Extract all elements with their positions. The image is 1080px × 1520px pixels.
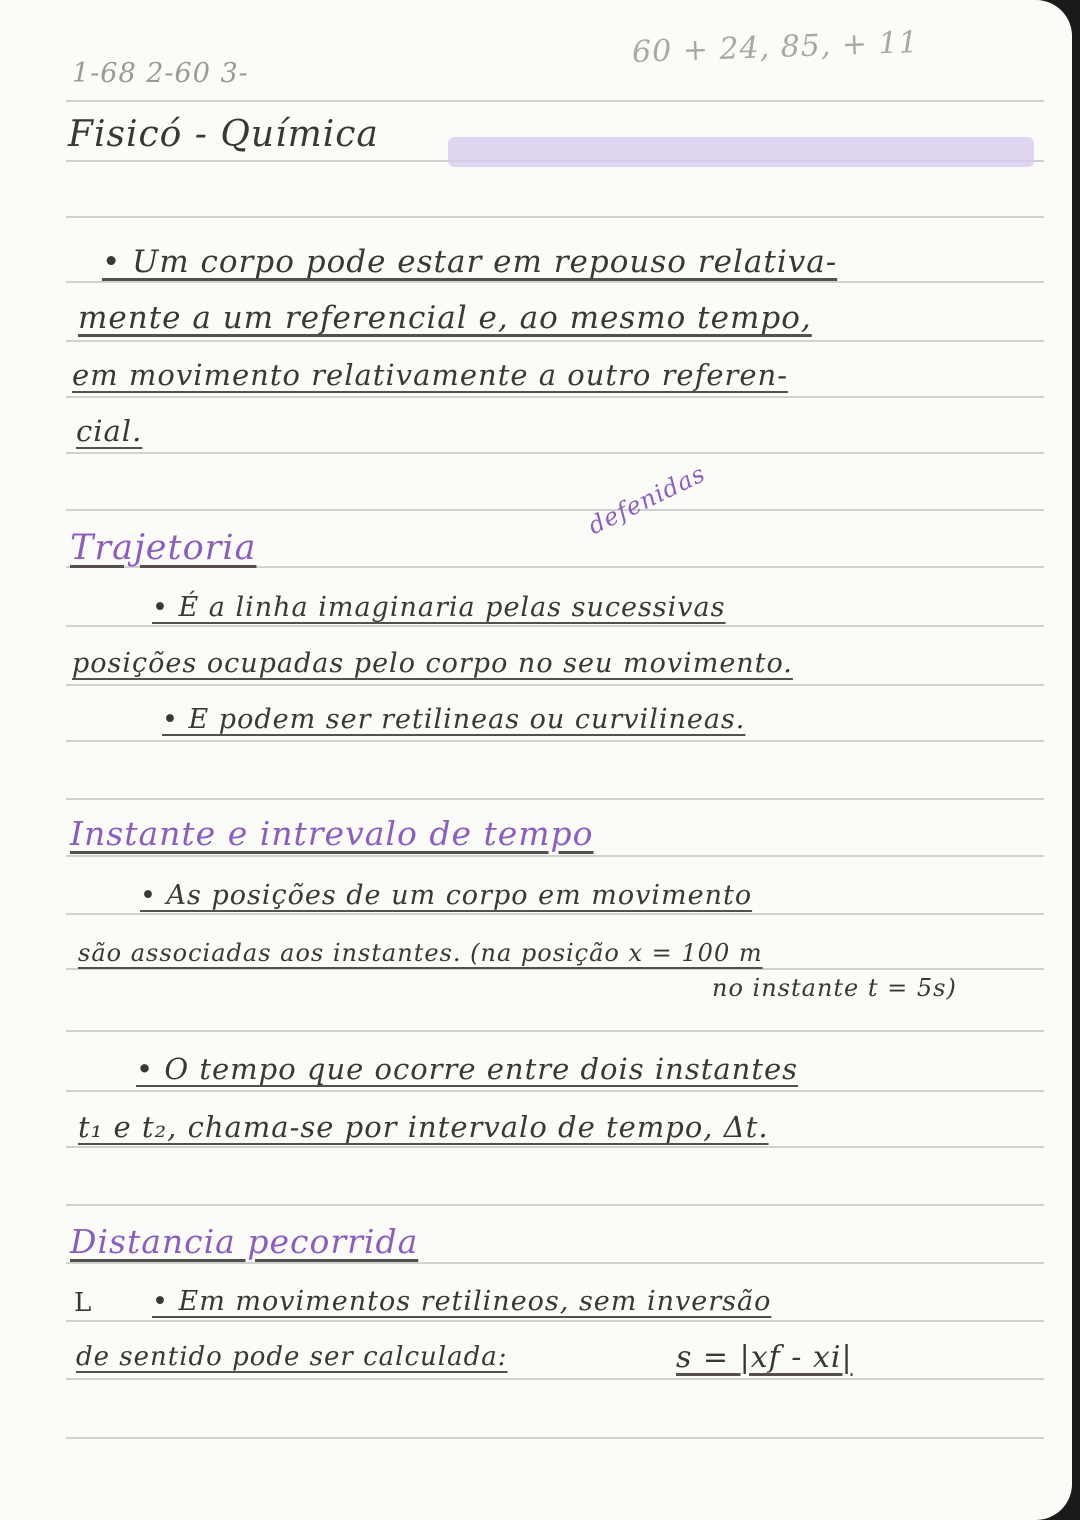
distance-formula: s = |xf - xi| <box>676 1340 853 1375</box>
ruled-line <box>66 1030 1044 1032</box>
ruled-line <box>66 216 1044 218</box>
instante-line: no instante t = 5s) <box>712 974 957 1002</box>
trajetoria-line: • É a linha imaginaria pelas sucessivas <box>152 592 726 623</box>
ruled-line <box>66 100 1044 102</box>
ruled-line <box>66 452 1044 454</box>
ruled-line <box>66 509 1044 511</box>
ruled-line <box>66 740 1044 742</box>
section-title-distancia: Distancia pecorrida <box>70 1222 419 1261</box>
title-highlight <box>448 137 1034 167</box>
ruled-line <box>66 625 1044 627</box>
ruled-line <box>66 1090 1044 1092</box>
intro-line: em movimento relativamente a outro referen- <box>72 358 788 392</box>
ruled-line <box>66 1262 1044 1264</box>
ruled-line <box>66 913 1044 915</box>
ruled-line <box>66 1378 1044 1380</box>
intro-line: cial. <box>76 414 143 448</box>
intro-line: mente a um referencial e, ao mesmo tempo, <box>78 300 812 336</box>
ruled-line <box>66 396 1044 398</box>
intro-line: • Um corpo pode estar em repouso relativa- <box>102 244 838 280</box>
ruled-line <box>66 1320 1044 1322</box>
instante-line: • O tempo que ocorre entre dois instantes <box>136 1052 799 1086</box>
ruled-line <box>66 684 1044 686</box>
distancia-line: de sentido pode ser calculada: <box>76 1342 508 1372</box>
ruled-line <box>66 281 1044 283</box>
ruled-line <box>66 798 1044 800</box>
score-list: 1-68 2-60 3- <box>72 58 249 89</box>
section-title-trajetoria: Trajetoria <box>70 528 257 568</box>
ruled-line <box>66 968 1044 970</box>
instante-line: são associadas aos instantes. (na posição x = 100 m <box>78 939 763 967</box>
section-title-instante: Instante e intrevalo de tempo <box>70 814 594 853</box>
ruled-line <box>66 1146 1044 1148</box>
trajetoria-line: posições ocupadas pelo corpo no seu movimento. <box>72 648 793 679</box>
ruled-line <box>66 855 1044 857</box>
instante-line: • As posições de um corpo em movimento <box>140 880 753 911</box>
trajetoria-line: • E podem ser retilineas ou curvilineas. <box>162 704 746 735</box>
distancia-line: • Em movimentos retilineos, sem inversão <box>152 1286 772 1317</box>
margin-annotation: defenidas <box>583 459 710 540</box>
ruled-line <box>66 1204 1044 1206</box>
page-title: Fisicó - Química <box>68 114 379 155</box>
score-sum: 60 + 24, 85, + 11 <box>631 25 920 70</box>
ruled-line <box>66 340 1044 342</box>
margin-marker: L <box>74 1288 93 1318</box>
instante-line: t₁ e t₂, chama-se por intervalo de tempo, Δt. <box>78 1110 769 1144</box>
ruled-line <box>66 1437 1044 1439</box>
